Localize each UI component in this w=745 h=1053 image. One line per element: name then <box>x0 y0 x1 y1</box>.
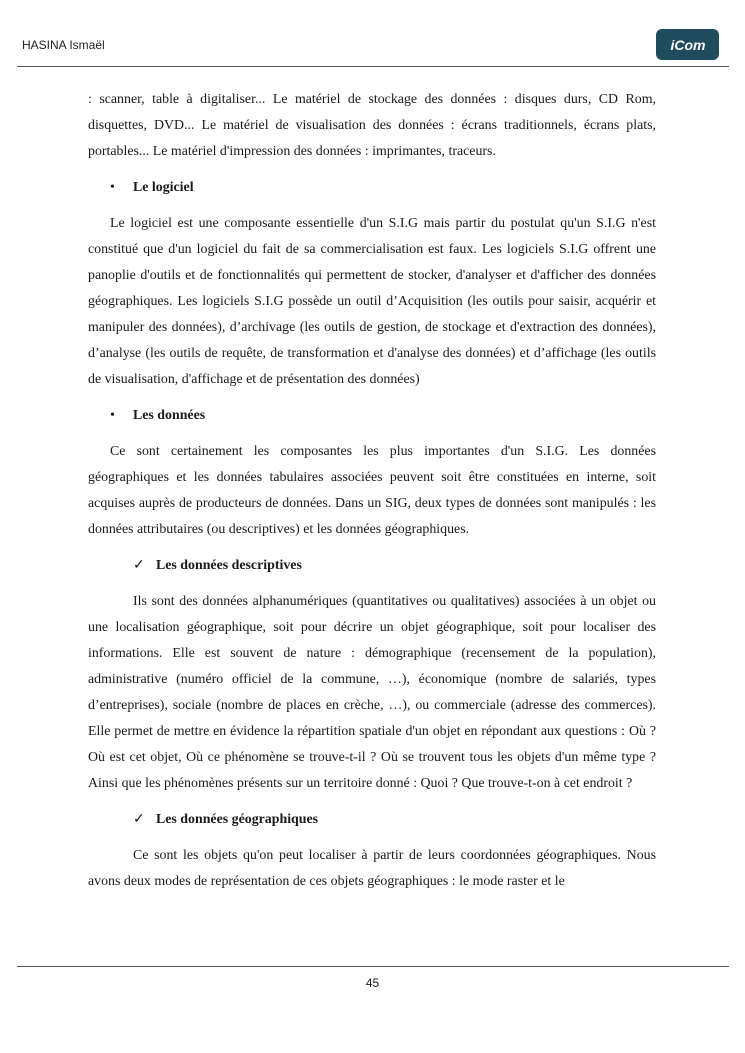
header-rule <box>17 66 729 67</box>
checkmark-icon: ✓ <box>133 558 145 573</box>
paragraph-materiel: : scanner, table à digitaliser... Le matériel de stockage des données : disques durs, CD Rom, disquettes, DVD... Le matériel de visualisation des données : écrans traditionnels, écrans plats, portables... Le matériel d'impression des données : imprimantes, traceurs. <box>88 92 656 159</box>
heading-logiciel-label: Le logiciel <box>133 180 194 195</box>
footer-rule <box>17 966 729 967</box>
checkmark-icon: ✓ <box>133 812 145 827</box>
paragraph-logiciel: Le logiciel est une composante essentielle d'un S.I.G mais partir du postulat qu'un S.I.G n'est constitué que d'un logiciel du fait de sa commercialisation est faux. Les logiciels S.I.G offrent une panoplie d'outils et de fonctionnalités qui permettent de stocker, d'analyser et d'afficher des données géographiques. Les logiciels S.I.G possède un outil d’Acquisition (les outils pour saisir, acquérir et manipuler des données), d’archivage (les outils de gestion, de stockage et d'extraction des données), d’analyse (les outils de requête, de transformation et d'analyse des données) et d’affichage (les outils de visualisation, d'affichage et de présentation des données) <box>88 216 656 387</box>
page-content <box>88 87 656 905</box>
paragraph-geographiques: Ce sont les objets qu'on peut localiser à partir de leurs coordonnées géographiques. Nous avons deux modes de représentation de ces objets géographiques : le mode raster et le <box>88 848 656 889</box>
heading-donnees <box>88 403 656 429</box>
heading-geographiques-label: Les données géographiques <box>156 812 319 827</box>
paragraph-donnees: Ce sont certainement les composantes les plus importantes d'un S.I.G. Les données géographiques et les données tabulaires associées peuvent soit être constituées en interne, soit acquises auprès de producteurs de données. Dans un SIG, deux types de données sont manipulés : les données attributaires (ou descriptives) et les données géographiques. <box>88 444 656 537</box>
icom-logo-icon <box>660 34 716 56</box>
heading-geographiques <box>88 807 656 833</box>
heading-donnees-label: Les données <box>133 408 206 423</box>
page-number: 45 <box>365 976 380 990</box>
paragraph-descriptives: Ils sont des données alphanumériques (quantitatives ou qualitatives) associées à un objet ou une localisation géographique, soit pour décrire un objet géographique, soit pour localiser des informations. Elle est souvent de nature : démographique (recensement de la population), administrative (numéro officiel de la commune, …), économique (nombre de salariés, types d’entreprises), sociale (nombre de places en crèche, …), ou commerciale (adresse des commerces). Elle permet de mettre en évidence la répartition spatiale d'un objet en répondant aux questions : Où ? Où est cet objet, Où ce phénomène se trouve-t-il ? Où se trouvent tous les objets d'un même type ? Ainsi que les phénomènes présents sur un territoire donné : Quoi ? Que trouve-t-on à cet endroit ? <box>88 594 656 791</box>
bullet-icon: • <box>110 180 115 195</box>
header-author: HASINA Ismaël <box>22 38 105 52</box>
heading-descriptives <box>88 553 656 579</box>
heading-logiciel <box>88 175 656 201</box>
svg-text:iCom: iCom <box>670 36 705 53</box>
bullet-icon: • <box>110 408 115 423</box>
heading-descriptives-label: Les données descriptives <box>156 558 302 573</box>
header-logo <box>656 29 719 60</box>
